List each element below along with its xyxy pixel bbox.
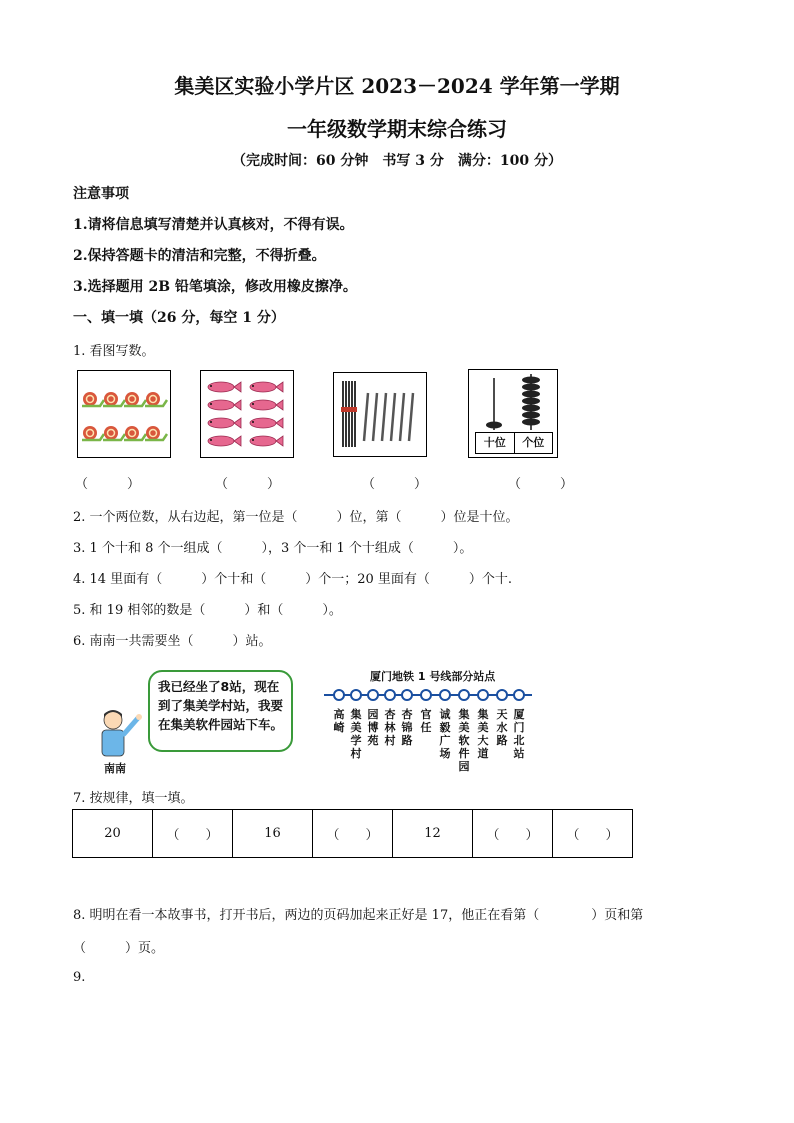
station-label: 官任 bbox=[420, 708, 432, 734]
child-illustration bbox=[95, 708, 145, 762]
fish-image bbox=[200, 370, 294, 458]
sequence-blank[interactable]: （ ） bbox=[553, 810, 633, 858]
sequence-table bbox=[72, 809, 633, 858]
metro-line bbox=[322, 686, 534, 708]
note-item: 1.请将信息填写清楚并认真核对，不得有误。 bbox=[73, 217, 354, 233]
snails-image bbox=[77, 370, 171, 458]
station-label: 厦门北站 bbox=[513, 708, 525, 760]
child-name: 南南 bbox=[104, 762, 126, 775]
speech-bubble: 我已经坐了8站，现在到了集美学村站，我要在集美软件园站下车。 bbox=[148, 670, 293, 752]
sequence-cell: 16 bbox=[233, 810, 313, 858]
question-5: 5. 和 19 相邻的数是（ ）和（ ）。 bbox=[73, 603, 342, 618]
question-7: 7. 按规律，填一填。 bbox=[73, 791, 194, 806]
question-6: 6. 南南一共需要坐（ ）站。 bbox=[73, 634, 272, 649]
sequence-blank[interactable]: （ ） bbox=[313, 810, 393, 858]
note-item: 3.选择题用 2B 铅笔填涂，修改用橡皮擦净。 bbox=[73, 279, 357, 295]
exam-info: （完成时间：60 分钟 书写 3 分 满分：100 分） bbox=[232, 153, 562, 169]
tens-label: 十位 bbox=[476, 433, 515, 453]
notes-heading: 注意事项 bbox=[73, 186, 129, 202]
question-4: 4. 14 里面有（ ）个十和（ ）个一；20 里面有（ ）个十. bbox=[73, 572, 513, 587]
station-label: 天水路 bbox=[496, 708, 508, 747]
sequence-blank[interactable]: （ ） bbox=[153, 810, 233, 858]
page-title: 集美区实验小学片区 2023－2024 学年第一学期 bbox=[174, 74, 620, 98]
sequence-cell: 12 bbox=[393, 810, 473, 858]
answer-blank[interactable]: （ ） bbox=[508, 477, 574, 492]
question-3: 3. 1 个十和 8 个一组成（ ），3 个一和 1 个十组成（ ）。 bbox=[73, 541, 473, 556]
question-1: 1. 看图写数。 bbox=[73, 344, 155, 359]
note-item: 2.保持答题卡的清洁和完整，不得折叠。 bbox=[73, 248, 326, 264]
answer-blank[interactable]: （ ） bbox=[75, 477, 141, 492]
question-9: 9. bbox=[73, 970, 86, 985]
station-label: 杏锦路 bbox=[401, 708, 413, 747]
page-subtitle: 一年级数学期末综合练习 bbox=[287, 117, 507, 141]
ones-label: 个位 bbox=[522, 436, 545, 449]
station-label: 诚毅广场 bbox=[439, 708, 451, 760]
station-label: 高崎 bbox=[333, 708, 345, 734]
question-8: 8. 明明在看一本故事书，打开书后，两边的页码加起来正好是 17，他正在看第（ ）页和第 bbox=[73, 908, 644, 923]
abacus-image bbox=[468, 369, 558, 458]
station-label: 园博苑 bbox=[367, 708, 379, 747]
station-label: 集美学村 bbox=[350, 708, 362, 760]
answer-blank[interactable]: （ ） bbox=[362, 477, 428, 492]
station-label: 集美软件园 bbox=[458, 708, 470, 773]
station-label: 集美大道 bbox=[477, 708, 489, 760]
station-label: 杏林村 bbox=[384, 708, 396, 747]
answer-blank[interactable]: （ ） bbox=[215, 477, 281, 492]
sticks-image bbox=[333, 372, 427, 457]
question-2: 2. 一个两位数，从右边起，第一位是（ ）位，第（ ）位是十位。 bbox=[73, 510, 519, 525]
section-heading: 一、填一填（26 分，每空 1 分） bbox=[73, 310, 285, 326]
metro-title: 厦门地铁 1 号线部分站点 bbox=[370, 670, 496, 683]
question-8-cont: （ ）页。 bbox=[73, 941, 165, 956]
sequence-cell: 20 bbox=[73, 810, 153, 858]
sequence-blank[interactable]: （ ） bbox=[473, 810, 553, 858]
